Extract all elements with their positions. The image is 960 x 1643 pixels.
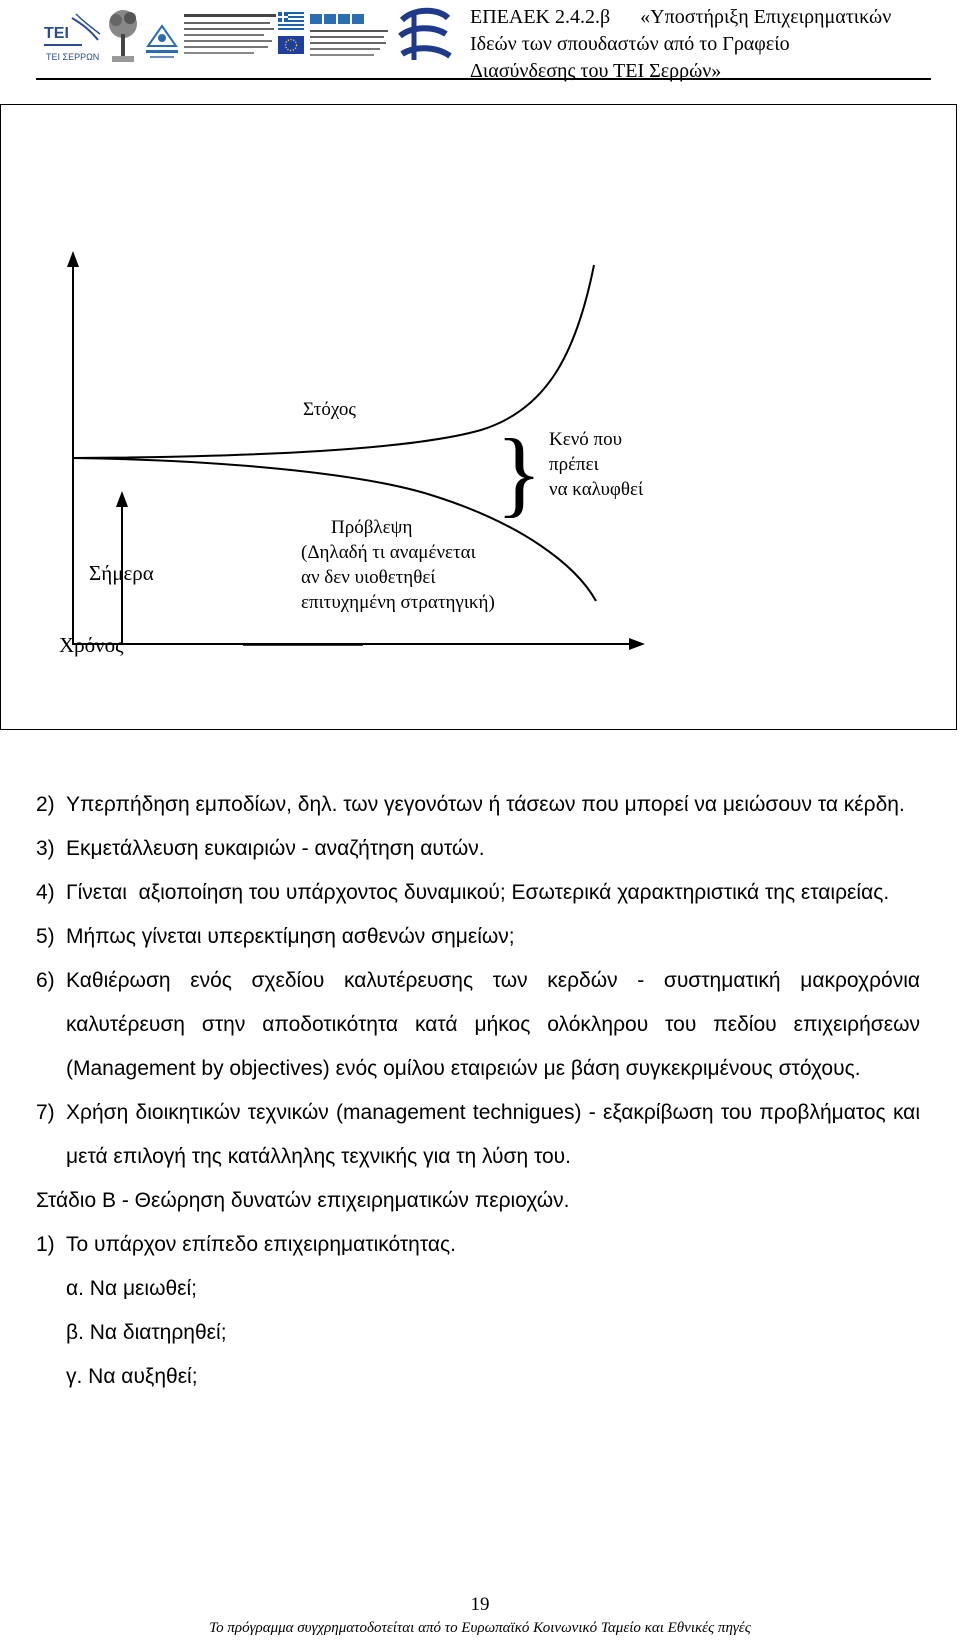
list-item xyxy=(36,959,920,1091)
list-item xyxy=(36,1091,920,1179)
gap-label-line2: πρέπει xyxy=(549,454,599,475)
forecast-label xyxy=(301,515,495,615)
gap-label-line3: να καλυφθεί xyxy=(549,479,644,500)
office-logo xyxy=(144,16,180,66)
gap-label xyxy=(549,427,643,502)
list-item xyxy=(36,783,920,827)
list-item xyxy=(36,915,920,959)
list-item xyxy=(36,1223,920,1267)
diagram-drawing xyxy=(1,105,958,731)
sub-item: γ. Να αυξηθεί; xyxy=(66,1365,198,1388)
list-item-text: Εκμετάλλευση ευκαιριών - αναζήτηση αυτών. xyxy=(66,837,485,860)
sub-item: α. Να μειωθεί; xyxy=(66,1277,198,1300)
list-item-text: Χρήση διοικητικών τεχνικών (management technigues) - εξακρίβωση του προβλήματος και μετά επιλογή της κατάλληλης τεχνικής για τη λύση του. xyxy=(66,1101,920,1168)
forecast-label-line2: (Δηλαδή τι αναμένεται xyxy=(301,542,476,563)
x-axis-arrowhead xyxy=(629,638,645,650)
list-item-number: 6) xyxy=(36,969,55,992)
gap-label-line1: Κενό που xyxy=(549,429,623,450)
forecast-label-line3: αν δεν υιοθετηθεί xyxy=(301,567,436,588)
list-item-number: 1) xyxy=(36,1233,55,1256)
header-logos xyxy=(38,6,458,72)
list-item-text: Το υπάρχον επίπεδο επιχειρηματικότητας. xyxy=(66,1233,456,1256)
list-item-number: 5) xyxy=(36,925,55,948)
sub-item: β. Να διατηρηθεί; xyxy=(66,1321,227,1344)
greek-flag-logo xyxy=(278,12,304,30)
list-item-text: Καθιέρωση ενός σχεδίου καλυτέρευσης των κερδών - συστηματική μακροχρόνια καλυτέρευση στην αποδοτικότητα κατά μήκος ολόκληρου του πεδίου επιχειρήσεων (Management by objectives) ενός ομίλου εταιρειών με βάση συγκεκριμένους στόχους. xyxy=(66,969,920,1080)
tree-emblem-logo xyxy=(106,6,140,68)
list-item-number: 3) xyxy=(36,837,55,860)
target-label: Στόχος xyxy=(303,399,356,420)
forecast-label-line4: επιτυχημένη στρατηγική) xyxy=(301,592,495,613)
svg-text:TEI: TEI xyxy=(44,25,69,42)
strategy-gap-diagram xyxy=(0,104,957,730)
section-heading: Στάδιο Β - Θεώρηση δυνατών επιχειρηματικών περιοχών. xyxy=(36,1189,570,1212)
header-title-line3: Διασύνδεσης του ΤΕΙ Σερρών» xyxy=(470,60,722,82)
today-label: Σήμερα xyxy=(89,561,154,585)
footer-note: Το πρόγραμμα συγχρηματοδοτείται από το Ευρωπαϊκό Κοινωνικό Ταμείο και Εθνικές πηγές xyxy=(209,1620,751,1636)
list-item-number: 4) xyxy=(36,881,55,904)
header-title-line1: ΕΠΕΑΕΚ 2.4.2.β «Υποστήριξη Επιχειρηματικών xyxy=(470,6,892,28)
paideia-logo xyxy=(310,12,390,64)
list-item xyxy=(36,871,920,915)
svg-text:ΤΕΙ ΣΕΡΡΩΝ: ΤΕΙ ΣΕΡΡΩΝ xyxy=(46,52,100,62)
header-rule xyxy=(36,78,931,80)
list-item-text: Μήπως γίνεται υπερεκτίμηση ασθενών σημείων; xyxy=(66,925,515,948)
epeaek-logo xyxy=(394,6,454,68)
eu-flag-logo xyxy=(278,36,304,54)
list-item-text: Γίνεται αξιοποίηση του υπάρχοντος δυναμικού; Εσωτερικά χαρακτηριστικά της εταιρείας. xyxy=(66,881,890,904)
y-axis-arrowhead xyxy=(67,251,79,267)
list-item-text: Υπερπήδηση εμποδίων, δηλ. των γεγονότων ή τάσεων που μπορεί να μειώσουν τα κέρδη. xyxy=(66,793,905,816)
tei-serron-logo xyxy=(42,10,102,68)
header-title xyxy=(470,4,930,85)
forecast-label-line1: Πρόβλεψη xyxy=(331,517,413,538)
list-item-number: 2) xyxy=(36,793,55,816)
time-label: Χρόνος xyxy=(59,633,124,657)
operational-programme-logo xyxy=(184,10,276,64)
body-text xyxy=(36,783,920,1399)
gap-brace: } xyxy=(496,419,543,526)
page-number: 19 xyxy=(470,1594,490,1615)
list-item-number: 7) xyxy=(36,1101,55,1124)
today-arrowhead xyxy=(116,491,128,507)
list-item xyxy=(36,827,920,871)
header-title-line2: Ιδεών των σπουδαστών από το Γραφείο xyxy=(470,33,790,55)
